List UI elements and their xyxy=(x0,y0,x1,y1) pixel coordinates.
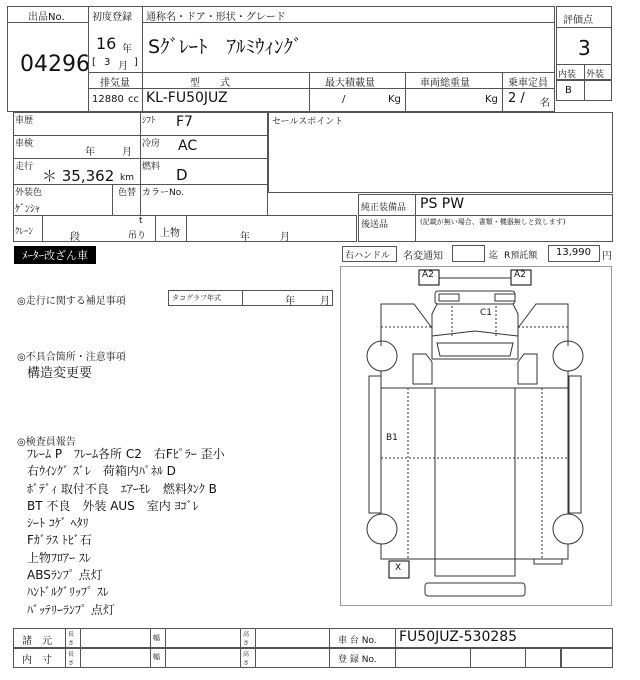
reg-month-open: [ xyxy=(92,57,96,68)
wheel-rear-left xyxy=(367,514,397,544)
crane-t: t xyxy=(139,216,143,226)
front-bumper xyxy=(435,291,515,304)
damage-mark-x: X xyxy=(395,563,402,573)
shift-cell xyxy=(140,112,268,136)
inner-width-label: 幅 xyxy=(153,653,160,661)
model-code: KL-FU50JUZ xyxy=(146,90,228,106)
color-change-label: 色替 xyxy=(118,188,137,198)
inspector-line: 上物ﾌﾛｱｰ ｽﾚ xyxy=(27,550,91,565)
meter-tamper-badge: ﾒｰﾀｰ改ざん車 xyxy=(14,246,96,264)
damage-mark-b1: B1 xyxy=(386,433,398,443)
lot-label: 出品No. xyxy=(28,12,65,23)
equipment-label: 純正装備品 xyxy=(361,203,407,213)
rhd-label: 右ハンドル xyxy=(345,251,391,261)
recycle-label: R預託額 xyxy=(504,251,538,261)
inspector-line: ﾌﾚｰﾑ P ﾌﾚｰﾑ各所 C2 右Fﾋﾟﾗｰ 歪小 xyxy=(27,447,225,461)
later-label: 後送品 xyxy=(361,220,389,230)
inspector-line: ｼｰﾄ ｺｹﾞ ﾍﾀﾘ xyxy=(27,516,89,531)
gross-unit: Kg xyxy=(485,94,498,105)
spec-width-label: 幅 xyxy=(153,634,160,642)
inspector-label: ◎検査員報告 xyxy=(17,437,76,448)
reg-month: 3 xyxy=(104,57,111,68)
inspector-line: 右ｳｲﾝｸﾞ ｽﾞﾚ 荷箱内ﾊﾟﾈﾙ D xyxy=(27,464,176,479)
max-load-unit: Kg xyxy=(388,94,401,105)
lot-number: 04296 xyxy=(20,52,90,77)
cab-line xyxy=(432,331,518,336)
displacement: 12880 xyxy=(92,94,124,105)
recycle-amount: 13,990 xyxy=(556,247,591,258)
spec-length-label: 長さ xyxy=(68,631,75,647)
ac-label: 冷房 xyxy=(142,139,161,149)
name-change-box xyxy=(452,245,485,262)
interior-label: 内装 xyxy=(558,70,577,80)
headlight-left xyxy=(439,294,459,301)
inspector-line: ﾎﾞﾃﾞｨ 取付不良 ｴｱｰﾓﾚ 燃料ﾀﾝｸ B xyxy=(27,481,217,496)
side-rail-right xyxy=(569,376,581,513)
month-unit: 月 xyxy=(118,61,128,72)
mirror-right xyxy=(518,354,537,384)
mileage-label: 走行 xyxy=(15,162,34,172)
inner-length-label: 長さ xyxy=(68,651,75,667)
shift-value: F7 xyxy=(176,114,193,130)
crane-tsuri: 吊り xyxy=(128,231,147,241)
cargo-rear xyxy=(381,544,568,559)
inner-height-label: 高さ xyxy=(243,651,250,667)
tacho-label: タコグラフ年式 xyxy=(172,294,221,302)
spec-label: 諸 元 xyxy=(22,636,52,647)
side-rail-left xyxy=(369,376,381,513)
fuel-label: 燃料 xyxy=(142,162,161,172)
damage-mark-a2-right: A2 xyxy=(514,270,526,280)
divider xyxy=(560,647,562,668)
inspector-line: ﾊﾞｯﾃﾘｰﾗﾝﾌﾟ 点灯 xyxy=(27,602,115,617)
score-label: 評価点 xyxy=(563,15,593,26)
left-fender xyxy=(381,304,432,346)
rear-bumper xyxy=(425,583,525,596)
mileage-value: ＊ 35,362 xyxy=(42,167,115,185)
later-note: (記載が無い場合、書類・機器無しと致します) xyxy=(420,218,566,226)
seats-label: 乗車定員 xyxy=(508,78,548,89)
name-change-label: 名変通知 xyxy=(403,251,443,262)
tacho-year-unit: 年 xyxy=(285,296,295,307)
inspection-year-unit: 年 xyxy=(85,147,95,158)
inspector-line: ﾊﾝﾄﾞﾙｸﾞﾘｯﾌﾟ ｽﾚ xyxy=(27,585,109,600)
inner-label: 内 寸 xyxy=(22,655,52,666)
max-load-label: 最大積載量 xyxy=(325,78,375,89)
history-label: 車歴 xyxy=(15,116,34,126)
cc-unit: cc xyxy=(128,94,139,105)
right-fender xyxy=(518,304,568,346)
year-unit: 年 xyxy=(122,44,132,55)
name-label: 通称名・ドア・形状・グレード xyxy=(146,12,286,23)
stamp-label: 迄 xyxy=(489,251,499,261)
score-value: 3 xyxy=(578,36,591,60)
defect-text: 構造変更要 xyxy=(27,366,93,381)
gross-label: 車両総重量 xyxy=(420,78,470,89)
reg-label: 登 録 No. xyxy=(338,655,377,665)
windshield xyxy=(437,343,513,356)
interior-grade: B xyxy=(565,85,572,96)
color-no-label: カラーNo. xyxy=(142,188,184,198)
inspector-report xyxy=(27,446,225,619)
inspection-label: 車検 xyxy=(15,139,34,149)
ac-value: AC xyxy=(178,138,198,154)
vehicle-diagram xyxy=(340,266,612,606)
inspector-line: BT 不良 外装 AUS 室内 ﾖｺﾞﾚ xyxy=(27,498,199,513)
equipment-value: PS PW xyxy=(420,196,465,212)
yen-unit: 円 xyxy=(602,251,612,262)
chassis-number: FU50JUZ-530285 xyxy=(399,629,518,645)
exterior-label: 外装 xyxy=(586,70,605,80)
crane-label: ｸﾚｰﾝ xyxy=(15,227,34,237)
chassis-label: 車 台 No. xyxy=(338,636,377,646)
seats: 2 / xyxy=(508,91,525,106)
wheel-rear-right xyxy=(553,514,583,544)
body-label: 上物 xyxy=(160,228,180,239)
reg-cell xyxy=(470,647,526,668)
km-unit: km xyxy=(120,173,134,183)
grade-text: Sｸﾞﾚｰﾄ ｱﾙﾐｳｨﾝｸﾞ xyxy=(148,36,303,58)
inspection-month-unit: 月 xyxy=(122,147,132,158)
disp-label: 排気量 xyxy=(100,78,130,89)
crane-dan: 段 xyxy=(70,232,80,243)
damage-mark-a2-left: A2 xyxy=(422,270,434,280)
color-value: ｹﾞﾝｼｬ xyxy=(15,204,40,215)
sales-point-label: セールスポイント xyxy=(272,117,344,127)
color-label: 外装色 xyxy=(15,188,43,198)
spec-height-label: 高さ xyxy=(243,631,250,647)
fuel-value: D xyxy=(176,166,188,184)
rear-step xyxy=(534,559,562,564)
mirror-left xyxy=(413,354,432,384)
seats-unit: 名 xyxy=(540,98,550,109)
tacho-month-unit: 月 xyxy=(320,296,330,307)
body-month-unit: 月 xyxy=(280,232,290,243)
max-load: / xyxy=(342,94,346,105)
driving-notes-label: ◎走行に関する補足事項 xyxy=(17,296,126,307)
inspector-line: Fｶﾞﾗｽ ﾄﾋﾞ石 xyxy=(27,533,92,548)
damage-mark-c1: C1 xyxy=(480,308,493,318)
reg-month-close: ] xyxy=(134,57,138,68)
wheel-front-left xyxy=(367,341,397,371)
model-label: 型 式 xyxy=(190,78,230,89)
reg-year: 16 xyxy=(96,34,117,53)
first-reg-label: 初度登録 xyxy=(92,12,132,23)
shift-label: ｼﾌﾄ xyxy=(142,116,156,126)
headlight-right xyxy=(495,294,515,301)
body-year-unit: 年 xyxy=(240,232,250,243)
defect-label: ◎不具合箇所・注意事項 xyxy=(17,352,126,363)
cargo-floor xyxy=(435,388,515,576)
inspector-line: ABSﾗﾝﾌﾟ 点灯 xyxy=(27,568,103,583)
